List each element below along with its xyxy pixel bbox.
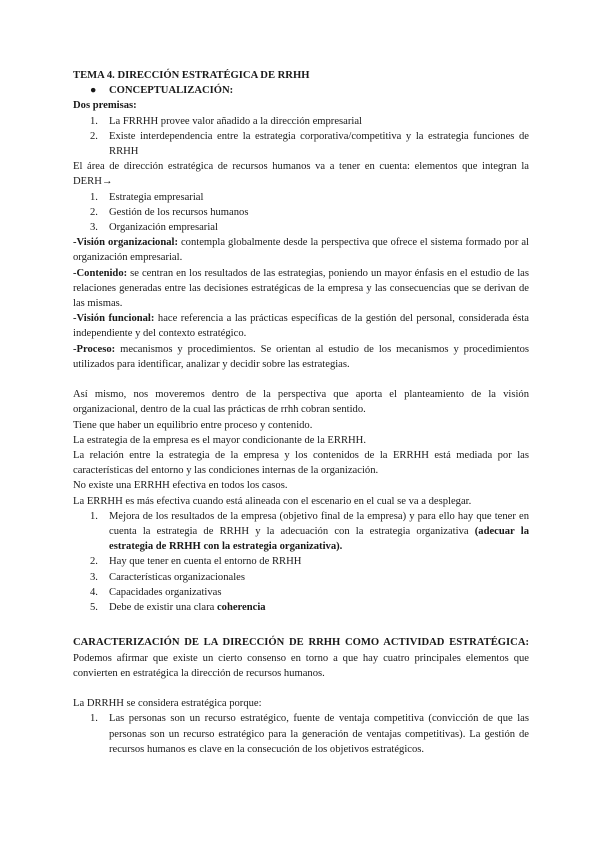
bullet-dot-icon: ●: [90, 85, 97, 97]
list-item: 1. Estrategia empresarial: [90, 191, 204, 203]
spacer: [73, 372, 529, 387]
body-paragraph: La ERRHH es más efectiva cuando está alineada con el escenario en el cual se va a desplegar.: [73, 495, 472, 507]
characterization-paragraph: CARACTERIZACIÓN DE LA DIRECCIÓN DE RRHH COMO ACTIVIDAD ESTRATÉGICA: Podemos afirmar que existe un cierto consenso en torno a que hay cuatro principales elementos que convierten en estratégica la dirección de recursos humanos.: [73, 637, 529, 679]
body-paragraph: Tiene que haber un equilibrio entre proceso y contenido.: [73, 419, 313, 431]
body-paragraph: Así mismo, nos moveremos dentro de la perspectiva que aporta el planteamiento de la visión organizacional, dentro de la cual las prácticas de rrhh cobran sentido.: [73, 389, 529, 416]
elements-list: [73, 190, 529, 236]
list-item: 1. Mejora de los resultados de la empresa (objetivo final de la empresa) y para ello hay que tener en cuenta la estrategia de RRHH y la adecuación con la estrategia organizativa (adecuar la estrategia de RRHH con la estrategia organizativa).: [90, 510, 529, 553]
list-item: 1. La FRRHH provee valor añadido a la dirección empresarial: [90, 115, 362, 127]
body-paragraph: La estrategia de la empresa es el mayor condicionante de la ERRHH.: [73, 434, 366, 446]
list-item: 2. Hay que tener en cuenta el entorno de RRHH: [90, 556, 302, 568]
list-item: 3. Características organizacionales: [90, 571, 245, 583]
area-intro: El área de dirección estratégica de recursos humanos va a tener en cuenta: elementos que integran la DERH→: [73, 161, 529, 188]
definition-paragraph: -Visión organizacional: contempla globalmente desde la perspectiva que ofrece el sistema formado por al organización empresarial.: [73, 237, 529, 264]
list-item: 5. Debe de existir una clara coherencia: [90, 602, 266, 614]
section-bullet: [73, 83, 529, 98]
section-bullet-label: CONCEPTUALIZACIÓN:: [109, 85, 234, 97]
document-page: [73, 68, 529, 757]
list-item: 3. Organización empresarial: [90, 222, 218, 234]
premises-heading: Dos premisas:: [73, 100, 137, 112]
effectiveness-list: [73, 509, 529, 615]
list-item: 1. Las personas son un recurso estratégico, fuente de ventaja competitiva (convicción de que las personas son un recurso estratégico para la generación de ventajas competitivas). La gestión de recursos humanos es clave en la consecución de los objetivos estratégicos.: [90, 713, 529, 755]
list-item: 2. Gestión de los recursos humanos: [90, 206, 249, 218]
list-item: 4. Capacidades organizativas: [90, 586, 222, 598]
definition-paragraph: -Contenido: se centran en los resultados de las estrategias, poniendo un mayor énfasis en el estudio de las relaciones generadas entre las decisiones estratégicas de la empresa y las consecuencias que se derivan de las mismas.: [73, 267, 529, 310]
reasons-list: [73, 711, 529, 757]
definition-paragraph: -Proceso: mecanismos y procedimientos. Se orientan al estudio de los mecanismos y procedimientos utilizados para identificar, analizar y decidir sobre las estrategias.: [73, 343, 529, 370]
spacer: [73, 615, 529, 635]
definition-paragraph: -Visión funcional: hace referencia a las prácticas específicas de la gestión del personal, considerada ésta independiente y del contexto estratégico.: [73, 313, 530, 340]
body-paragraph: La relación entre la estrategia de la empresa y los contenidos de la ERRHH está mediada por las características del entorno y las condiciones internas de la organización.: [73, 450, 529, 477]
document-title: TEMA 4. DIRECCIÓN ESTRATÉGICA DE RRHH: [73, 70, 310, 81]
drrhh-intro: La DRRHH se considera estratégica porque:: [73, 698, 262, 710]
spacer: [73, 681, 529, 696]
list-item: 2. Existe interdependencia entre la estrategia corporativa/competitiva y la estrategia funciones de RRHH: [90, 130, 529, 158]
premises-list: [73, 114, 529, 160]
body-paragraph: No existe una ERRHH efectiva en todos los casos.: [73, 480, 288, 492]
